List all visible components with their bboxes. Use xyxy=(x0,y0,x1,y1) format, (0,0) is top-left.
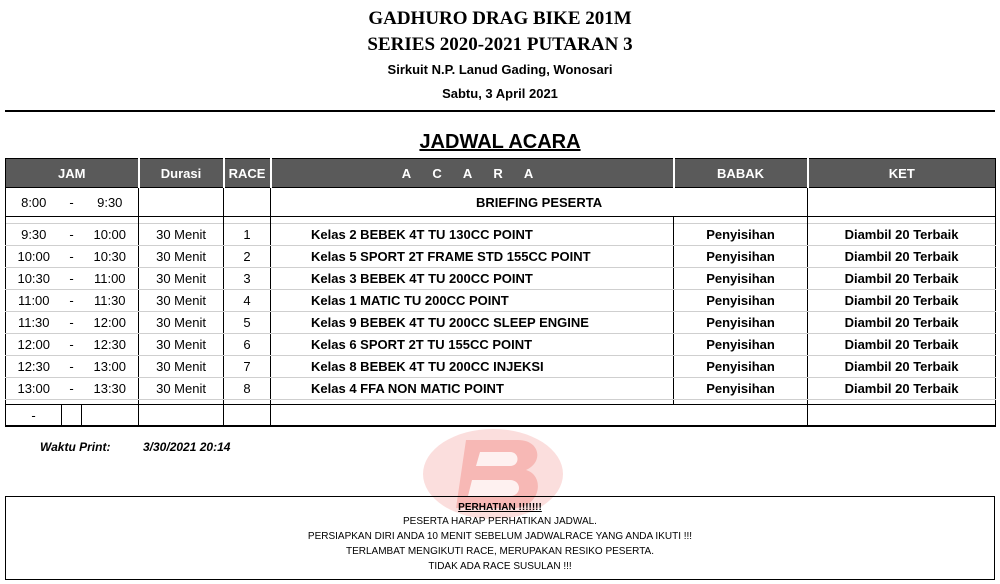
race-ket: Diambil 20 Terbaik xyxy=(808,312,996,334)
race-ket: Diambil 20 Terbaik xyxy=(808,356,996,378)
race-start: 10:30 xyxy=(6,268,62,290)
briefing-ket xyxy=(808,188,996,217)
race-durasi: 30 Menit xyxy=(139,224,224,246)
briefing-race xyxy=(224,188,271,217)
race-durasi: 30 Menit xyxy=(139,334,224,356)
race-end: 11:30 xyxy=(82,290,139,312)
table-row xyxy=(6,378,996,400)
table-row xyxy=(6,224,996,246)
table-row xyxy=(6,334,996,356)
schedule-table xyxy=(5,158,996,427)
race-number: 2 xyxy=(224,246,271,268)
race-acara: Kelas 8 BEBEK 4T TU 200CC INJEKSI xyxy=(271,356,674,378)
race-durasi: 30 Menit xyxy=(139,246,224,268)
race-acara: Kelas 2 BEBEK 4T TU 130CC POINT xyxy=(271,224,674,246)
race-acara: Kelas 6 SPORT 2T TU 155CC POINT xyxy=(271,334,674,356)
race-number: 7 xyxy=(224,356,271,378)
race-number: 3 xyxy=(224,268,271,290)
notice-title: PERHATIAN !!!!!!! xyxy=(458,502,542,513)
race-babak: Penyisihan xyxy=(674,334,808,356)
header-divider xyxy=(5,110,995,112)
acara-header: A C A R A xyxy=(271,159,674,188)
race-start: 12:00 xyxy=(6,334,62,356)
race-start: 12:30 xyxy=(6,356,62,378)
briefing-acara: BRIEFING PESERTA xyxy=(271,188,808,217)
spacer-row xyxy=(6,217,996,224)
table-header-row xyxy=(6,159,996,188)
race-number: 8 xyxy=(224,378,271,400)
table-row xyxy=(6,356,996,378)
race-durasi: 30 Menit xyxy=(139,356,224,378)
race-number: 1 xyxy=(224,224,271,246)
race-header: RACE xyxy=(224,159,271,188)
race-start: 11:30 xyxy=(6,312,62,334)
table-row xyxy=(6,290,996,312)
jam-header: JAM xyxy=(6,159,139,188)
race-number: 6 xyxy=(224,334,271,356)
race-start: 9:30 xyxy=(6,224,62,246)
race-babak: Penyisihan xyxy=(674,224,808,246)
race-durasi: 30 Menit xyxy=(139,268,224,290)
event-venue: Sirkuit N.P. Lanud Gading, Wonosari xyxy=(387,62,613,77)
race-acara: Kelas 5 SPORT 2T FRAME STD 155CC POINT xyxy=(271,246,674,268)
briefing-end: 9:30 xyxy=(82,188,139,217)
race-babak: Penyisihan xyxy=(674,312,808,334)
print-time-label: Waktu Print: xyxy=(40,440,111,454)
race-end: 10:00 xyxy=(82,224,139,246)
race-sep: - xyxy=(62,268,82,290)
race-rows xyxy=(6,224,996,400)
race-end: 12:30 xyxy=(82,334,139,356)
print-time-value: 3/30/2021 20:14 xyxy=(143,440,231,454)
race-sep: - xyxy=(62,290,82,312)
briefing-sep: - xyxy=(62,188,82,217)
race-durasi: 30 Menit xyxy=(139,312,224,334)
empty-row-sep: - xyxy=(6,405,62,427)
race-number: 4 xyxy=(224,290,271,312)
race-number: 5 xyxy=(224,312,271,334)
race-babak: Penyisihan xyxy=(674,356,808,378)
race-acara: Kelas 4 FFA NON MATIC POINT xyxy=(271,378,674,400)
race-end: 13:00 xyxy=(82,356,139,378)
notice-line: PERSIAPKAN DIRI ANDA 10 MENIT SEBELUM JADWALRACE YANG ANDA IKUTI !!! xyxy=(307,531,693,542)
race-end: 11:00 xyxy=(82,268,139,290)
table-row xyxy=(6,268,996,290)
event-title: GADHURO DRAG BIKE 201M xyxy=(368,8,632,29)
race-sep: - xyxy=(62,312,82,334)
race-acara: Kelas 1 MATIC TU 200CC POINT xyxy=(271,290,674,312)
durasi-header: Durasi xyxy=(139,159,224,188)
notice-line: TIDAK ADA RACE SUSULAN !!! xyxy=(428,561,572,572)
race-ket: Diambil 20 Terbaik xyxy=(808,224,996,246)
race-babak: Penyisihan xyxy=(674,246,808,268)
race-sep: - xyxy=(62,246,82,268)
race-ket: Diambil 20 Terbaik xyxy=(808,378,996,400)
race-start: 13:00 xyxy=(6,378,62,400)
race-sep: - xyxy=(62,356,82,378)
briefing-durasi xyxy=(139,188,224,217)
race-babak: Penyisihan xyxy=(674,290,808,312)
notice-box xyxy=(5,496,995,580)
table-row xyxy=(6,312,996,334)
briefing-row xyxy=(6,188,996,217)
event-series: SERIES 2020-2021 PUTARAN 3 xyxy=(367,34,633,55)
race-start: 11:00 xyxy=(6,290,62,312)
race-sep: - xyxy=(62,224,82,246)
race-ket: Diambil 20 Terbaik xyxy=(808,246,996,268)
race-end: 13:30 xyxy=(82,378,139,400)
babak-header: BABAK xyxy=(674,159,808,188)
notice-line: TERLAMBAT MENGIKUTI RACE, MERUPAKAN RESIKO PESERTA. xyxy=(345,546,655,557)
race-ket: Diambil 20 Terbaik xyxy=(808,290,996,312)
race-sep: - xyxy=(62,334,82,356)
race-ket: Diambil 20 Terbaik xyxy=(808,268,996,290)
empty-row xyxy=(6,405,996,427)
race-end: 10:30 xyxy=(82,246,139,268)
race-end: 12:00 xyxy=(82,312,139,334)
race-durasi: 30 Menit xyxy=(139,378,224,400)
ket-header: KET xyxy=(808,159,996,188)
table-row xyxy=(6,246,996,268)
race-ket: Diambil 20 Terbaik xyxy=(808,334,996,356)
race-acara: Kelas 9 BEBEK 4T TU 200CC SLEEP ENGINE xyxy=(271,312,674,334)
briefing-start: 8:00 xyxy=(6,188,62,217)
schedule-title: JADWAL ACARA xyxy=(419,131,581,153)
race-sep: - xyxy=(62,378,82,400)
race-durasi: 30 Menit xyxy=(139,290,224,312)
notice-line: PESERTA HARAP PERHATIKAN JADWAL. xyxy=(403,516,597,527)
race-babak: Penyisihan xyxy=(674,378,808,400)
race-acara: Kelas 3 BEBEK 4T TU 200CC POINT xyxy=(271,268,674,290)
race-babak: Penyisihan xyxy=(674,268,808,290)
race-start: 10:00 xyxy=(6,246,62,268)
event-date: Sabtu, 3 April 2021 xyxy=(442,86,558,101)
